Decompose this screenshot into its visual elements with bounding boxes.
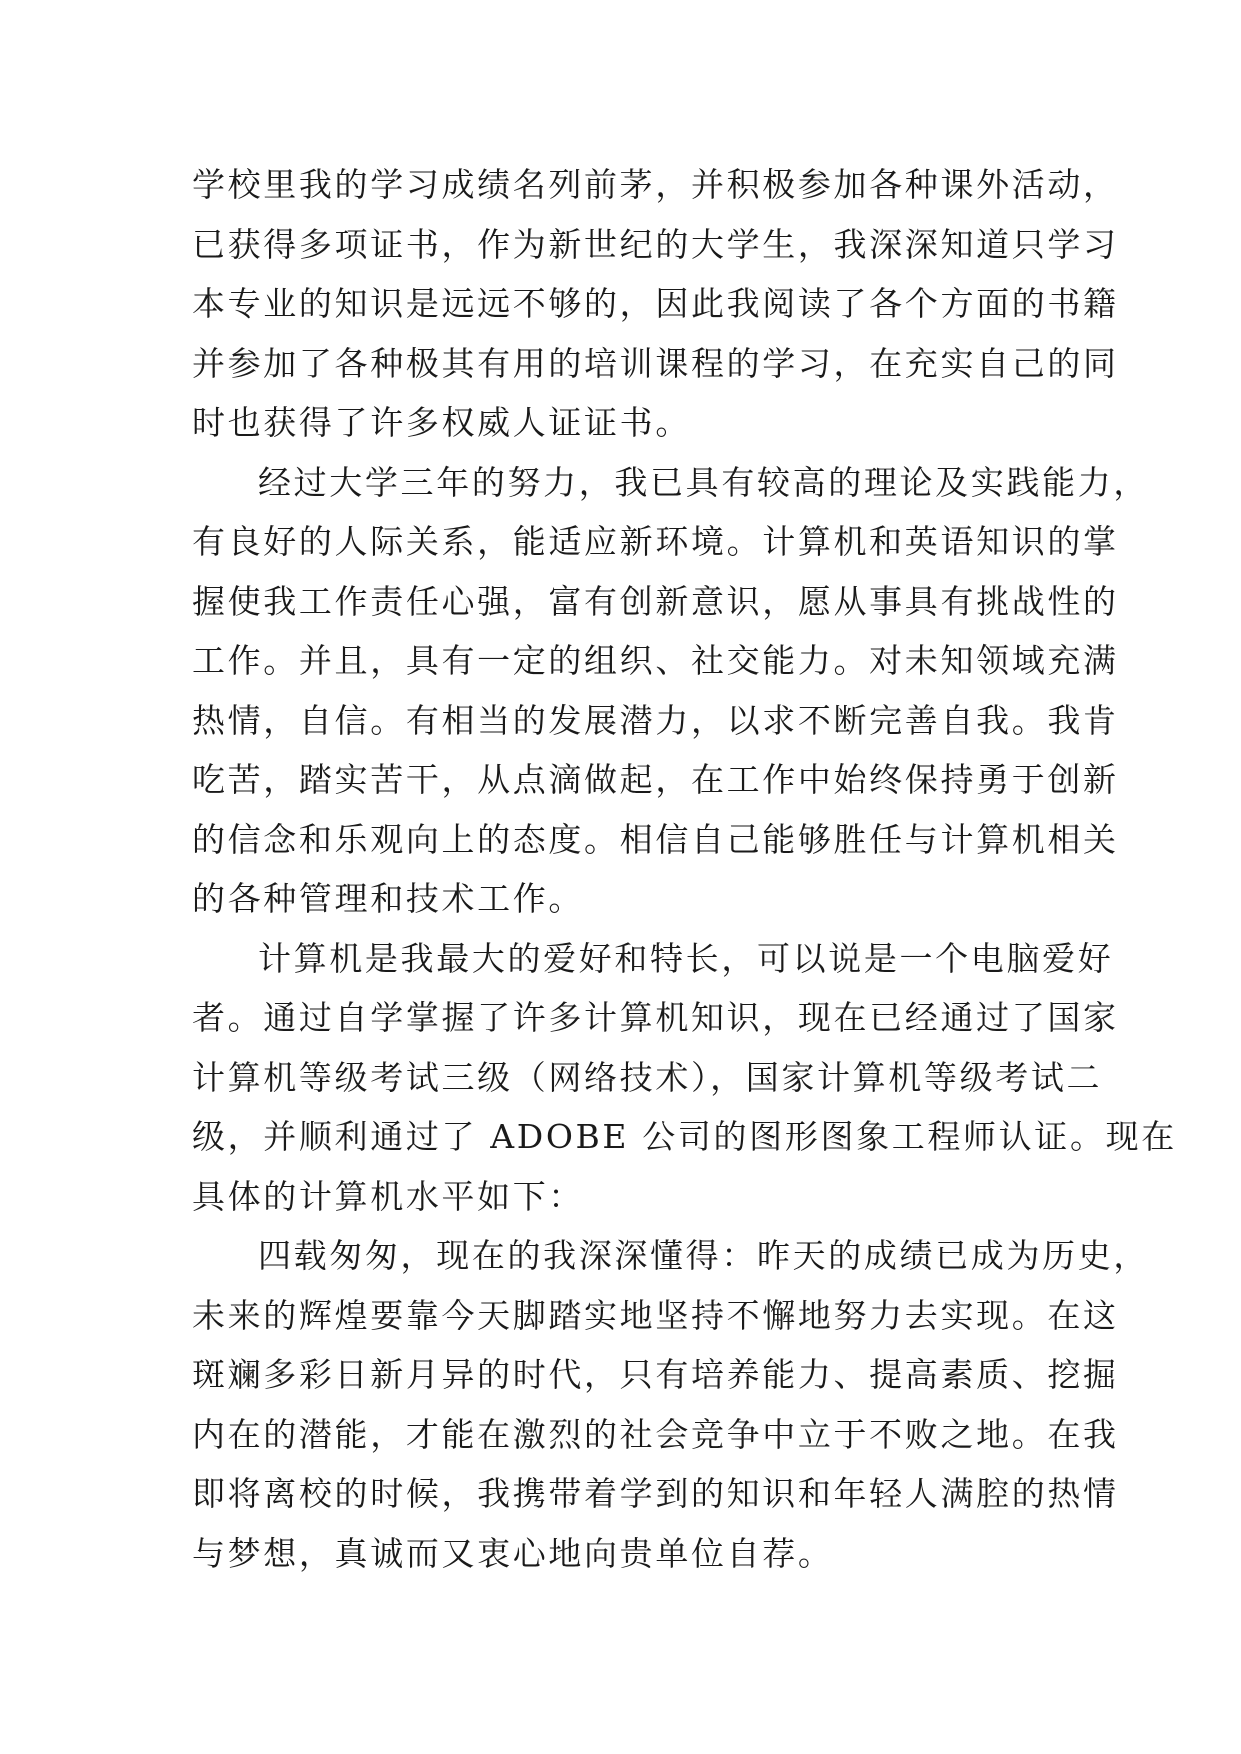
paragraph-4 [192,1226,1149,1583]
text-line: 热情，自信。有相当的发展潜力，以求不断完善自我。我肯 [192,700,1119,740]
text-line: 未来的辉煌要靠今天脚踏实地坚持不懈地努力去实现。在这 [192,1295,1119,1335]
text-line: 工作。并且，具有一定的组织、社交能力。对未知领域充满 [192,641,1119,680]
text-line: 吃苦，踏实苦干，从点滴做起，在工作中始终保持勇于创新 [192,760,1119,799]
paragraph-2 [192,453,1149,929]
text-line: 内在的潜能，才能在激烈的社会竞争中立于不败之地。在我 [192,1414,1119,1454]
text-line: 有良好的人际关系，能适应新环境。计算机和英语知识的掌 [192,522,1119,561]
text-line: 计算机等级考试三级（网络技术），国家计算机等级考试二 [192,1057,1103,1097]
paragraph-1 [192,155,1119,453]
text-line: 时也获得了许多权威人证证书。 [192,403,691,442]
text-line: 的信念和乐观向上的态度。相信自己能够胜任与计算机相关 [192,819,1119,859]
text-line: 的各种管理和技术工作。 [192,879,585,918]
text-line: 与梦想，真诚而又衷心地向贵单位自荐。 [192,1533,834,1573]
text-line: 者。通过自学掌握了许多计算机知识，现在已经通过了国家 [192,998,1119,1037]
document-body [192,155,1177,1583]
text-line: 级，并顺利通过了 ADOBE 公司的图形图象工程师认证。现在 [192,1117,1177,1156]
text-line: 并参加了各种极其有用的培训课程的学习，在充实自己的同 [192,343,1119,383]
text-line: 斑斓多彩日新月异的时代，只有培养能力、提高素质、挖掘 [192,1355,1119,1394]
text-line: 学校里我的学习成绩名列前茅，并积极参加各种课外活动， [192,165,1119,204]
text-line: 握使我工作责任心强，富有创新意识，愿从事具有挑战性的 [192,581,1119,621]
text-line: 已获得多项证书，作为新世纪的大学生，我深深知道只学习 [192,224,1119,264]
text-line: 四载匆匆，现在的我深深懂得：昨天的成绩已成为历史， [258,1236,1149,1275]
text-line: 即将离校的时候，我携带着学到的知识和年轻人满腔的热情 [192,1474,1119,1513]
text-line: 经过大学三年的努力，我已具有较高的理论及实践能力， [258,462,1149,502]
text-line: 具体的计算机水平如下： [192,1176,585,1216]
paragraph-3 [192,929,1177,1227]
text-line: 计算机是我最大的爱好和特长，可以说是一个电脑爱好 [258,938,1114,978]
text-line: 本专业的知识是远远不够的，因此我阅读了各个方面的书籍 [192,284,1119,323]
